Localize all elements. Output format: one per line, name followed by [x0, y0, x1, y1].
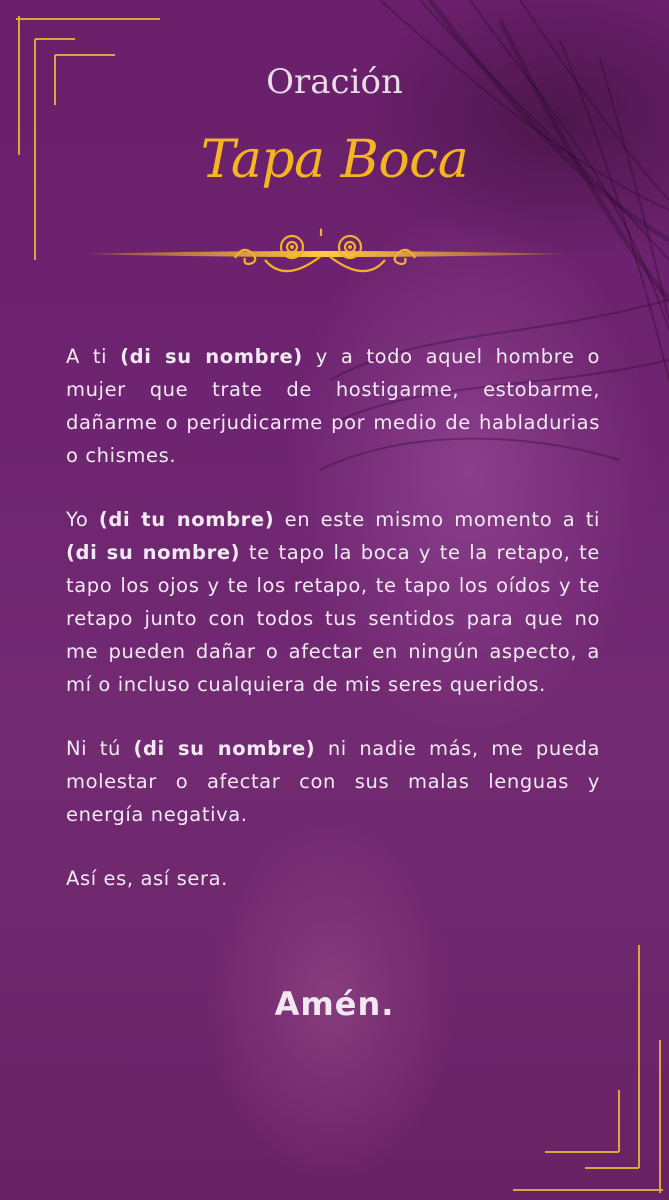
corner-ornament-bottom-right — [505, 940, 665, 1195]
paragraph-3 — [66, 732, 600, 831]
gold-flourish-divider — [85, 228, 565, 280]
name-placeholder: (di su nombre) — [120, 345, 303, 368]
paragraph-4: Así es, así sera. — [66, 867, 228, 890]
text-segment: en este mismo momento a ti — [274, 508, 600, 531]
paragraph-1 — [66, 340, 600, 472]
closing-amen: Amén. — [274, 985, 395, 1023]
prayer-subtitle: Oración — [266, 62, 403, 102]
text-segment: te tapo la boca y te la retapo, te tapo los ojos y te los retapo, te tapo los oídos y te retapo junto con todos tus sentidos para que no me pueden dañar o afectar en ningún aspecto, a mí o incluso cualquiera de mis seres queridos. — [66, 541, 600, 696]
text-segment: Ni tú — [66, 737, 134, 760]
prayer-body — [66, 340, 600, 926]
name-placeholder: (di su nombre) — [66, 541, 241, 564]
paragraph-2 — [66, 503, 600, 701]
prayer-title: Tapa Boca — [200, 130, 469, 190]
name-placeholder: (di su nombre) — [133, 737, 316, 760]
text-segment: ni nadie más, me pueda molestar o afectar con sus malas lenguas y energía negativa. — [66, 737, 600, 826]
text-segment: y a todo aquel hombre o mujer que trate de hostigarme, estobarme, dañarme o perjudicarme por medio de habladurias o chismes. — [66, 345, 600, 467]
text-segment: A ti — [66, 345, 121, 368]
name-placeholder: (di tu nombre) — [98, 508, 275, 531]
text-segment: Yo — [66, 508, 99, 531]
